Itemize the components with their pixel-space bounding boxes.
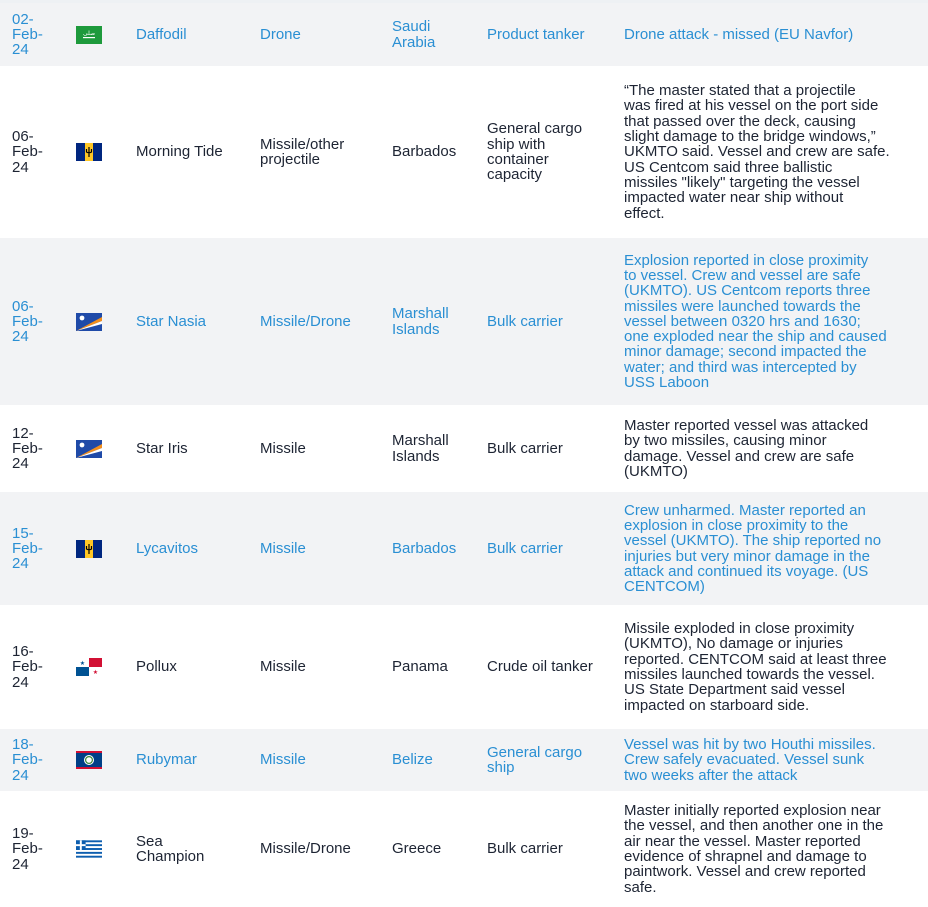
svg-text:★: ★ [79, 660, 86, 667]
flag-state-cell: Panama [392, 658, 448, 676]
attack-type-cell: Missile [260, 658, 306, 676]
description-cell: Missile exploded in close proximity (UKMTO), No damage or injuries reported. CENTCOM said at least three missiles launched towards the vessel. US State Department said vessel impacted on starboard side. [624, 620, 887, 714]
table-row [0, 607, 928, 729]
belize-flag-icon [68, 751, 136, 769]
barbados-flag-icon [68, 143, 136, 161]
description-cell: Crew unharmed. Master reported an explosion in close proximity to the vessel (UKMTO). The ship reported no injuries but very minor damage in the attack and continued its voyage. (US CENTCOM) [624, 501, 882, 596]
date-cell: 15- Feb- 24 [12, 524, 43, 573]
vessel-type-cell: Bulk carrier [487, 539, 563, 557]
attack-type-cell: Missile [260, 539, 306, 557]
barbados-flag-icon [68, 540, 136, 558]
date-cell: 12- Feb- 24 [12, 424, 43, 473]
description-cell: “The master stated that a projectile was fired at his vessel on the port side that passed over the deck, causing slight damage to the bridge windows,” UKMTO said. Vessel and crew are safe. US Centcom said three ballistic missiles "likely" targeting the vessel impacted water near ship without effect. [624, 82, 890, 222]
date-cell: 06- Feb- 24 [12, 297, 43, 346]
attack-type-cell: Missile/Drone [260, 840, 351, 858]
table-row [0, 3, 928, 68]
vessel-type-cell: General cargo ship [487, 743, 583, 776]
table-row [0, 68, 928, 238]
description-cell: Master reported vessel was attacked by two missiles, causing minor damage. Vessel and crew are safe (UKMTO) [624, 416, 869, 480]
flag-state-cell: Greece [392, 840, 442, 858]
flag-state-cell: Barbados [392, 539, 457, 557]
vessel-name-cell: Daffodil [136, 25, 187, 43]
vessel-type-cell: Bulk carrier [487, 439, 563, 457]
date-cell: 19- Feb- 24 [12, 825, 43, 873]
marshall-islands-flag-icon [68, 440, 136, 458]
table-row [0, 729, 928, 793]
date-cell: 16- Feb- 24 [12, 643, 43, 691]
vessel-name-cell: Star Nasia [136, 312, 207, 330]
vessel-type-cell: Crude oil tanker [487, 658, 593, 676]
table-row [0, 407, 928, 492]
attack-type-cell: Drone [260, 25, 301, 43]
description-cell: Drone attack - missed (EU Navfor) [624, 25, 854, 43]
saudi-arabia-flag-icon [68, 26, 136, 44]
vessel-name-cell: Morning Tide [136, 143, 223, 161]
table-row [0, 492, 928, 607]
description-cell: Master initially reported explosion near the vessel, and then another one in the air near the vessel. Master reported evidence of shrapnel and damage to paintwork. Vessel and crew reported safe. [624, 802, 884, 896]
flag-state-cell: Marshall Islands [392, 432, 449, 465]
vessel-type-cell: Product tanker [487, 25, 585, 43]
table-row [0, 238, 928, 407]
vessel-type-cell: General cargo ship with container capacity [487, 120, 583, 184]
attack-type-cell: Missile [260, 751, 306, 769]
flag-state-cell: Barbados [392, 143, 457, 161]
vessel-name-cell: Pollux [136, 658, 177, 676]
panama-flag-icon [68, 658, 136, 676]
attack-type-cell: Missile/other projectile [260, 135, 345, 168]
flag-state-cell: Marshall Islands [392, 305, 449, 338]
date-cell: 02- Feb- 24 [12, 10, 43, 59]
vessel-type-cell: Bulk carrier [487, 312, 563, 330]
description-cell: Vessel was hit by two Houthi missiles. Crew safely evacuated. Vessel sunk two weeks after the attack [624, 736, 876, 784]
vessel-name-cell: Rubymar [136, 751, 197, 769]
svg-text:صلى: صلى [82, 29, 96, 37]
vessel-name-cell: Sea Champion [136, 832, 205, 865]
table-row [0, 793, 928, 907]
svg-text:★: ★ [92, 669, 99, 676]
marshall-islands-flag-icon [68, 313, 136, 331]
attack-type-cell: Missile [260, 439, 306, 457]
vessel-type-cell: Bulk carrier [487, 840, 563, 858]
date-cell: 06- Feb- 24 [12, 128, 43, 176]
description-cell: Explosion reported in close proximity to vessel. Crew and vessel are safe (UKMTO). US Centcom reports three missiles were launched towards the vessel between 0320 hrs and 1630; one exploded near the ship and caused minor damage; second impacted the water; and third was intercepted by USS Laboon [624, 251, 887, 392]
attack-type-cell: Missile/Drone [260, 312, 351, 330]
vessel-name-cell: Star Iris [136, 439, 188, 457]
greece-flag-icon [68, 840, 136, 858]
flag-state-cell: Saudi Arabia [392, 18, 436, 51]
date-cell: 18- Feb- 24 [12, 736, 43, 784]
vessel-name-cell: Lycavitos [136, 539, 198, 557]
flag-state-cell: Belize [392, 751, 433, 769]
